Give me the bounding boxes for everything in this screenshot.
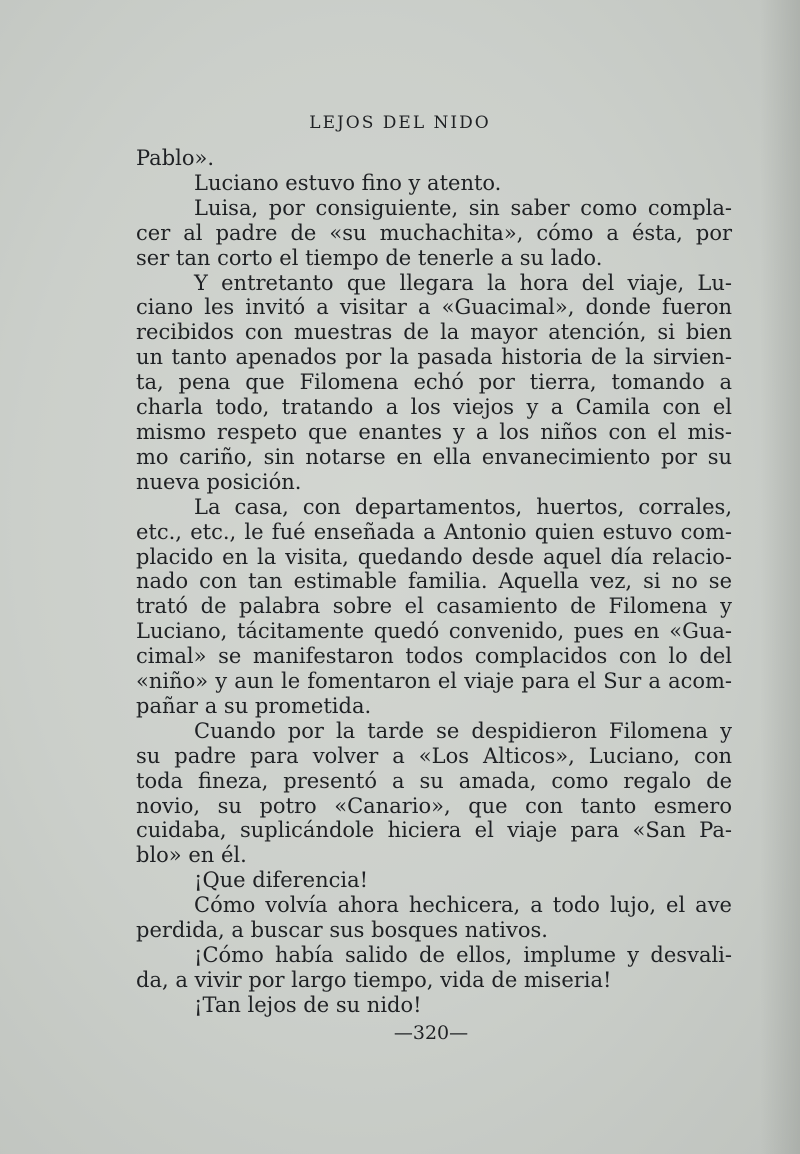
text-line: charla todo, tratando a los viejos y a Camila con el <box>136 395 732 420</box>
body-text <box>136 146 732 1018</box>
text-line: recibidos con muestras de la mayor atención, si bien <box>136 320 732 345</box>
text-line: etc., etc., le fué enseñada a Antonio quien estuvo com- <box>136 519 732 544</box>
text-line: Y entretanto que llegara la hora del viaje, Lu- <box>194 270 732 295</box>
text-line: pañar a su prometida. <box>136 693 372 718</box>
text-line: ¡Cómo había salido de ellos, implume y desvali- <box>194 943 732 967</box>
text-line: Cuando por la tarde se despidieron Filomena y <box>194 718 732 743</box>
running-head: LEJOS DEL NIDO <box>309 113 491 133</box>
text-line: da, a vivir por largo tiempo, vida de miseria! <box>136 967 612 992</box>
text-line: Luisa, por consiguiente, sin saber como compla- <box>194 195 732 220</box>
text-line: nueva posición. <box>136 469 302 494</box>
text-line: La casa, con departamentos, huertos, corrales, <box>194 494 732 519</box>
text-line: placido en la visita, quedando desde aquel día relacio- <box>136 544 732 569</box>
text-line: Cómo volvía ahora hechicera, a todo lujo, el ave <box>194 893 732 918</box>
text-line: su padre para volver a «Los Alticos», Luciano, con <box>136 743 732 768</box>
page-number: —320— <box>393 1022 469 1044</box>
text-line: perdida, a buscar sus bosques nativos. <box>136 918 548 943</box>
text-line: nado con tan estimable familia. Aquella vez, si no se <box>136 569 732 594</box>
text-line: cuidaba, suplicándole hiciera el viaje para «San Pa- <box>136 818 732 843</box>
text-line: cimal» se manifestaron todos complacidos con lo del <box>136 644 732 669</box>
text-line: Luciano, tácitamente quedó convenido, pues en «Gua- <box>136 619 732 644</box>
text-line: ta, pena que Filomena echó por tierra, tomando a <box>136 370 732 395</box>
text-line: Luciano estuvo fino y atento. <box>194 170 502 195</box>
text-line: cer al padre de «su muchachita», cómo a ésta, por <box>136 220 732 245</box>
text-line: novio, su potro «Canario», que con tanto esmero <box>136 793 732 818</box>
text-line: toda fineza, presentó a su amada, como regalo de <box>136 768 732 793</box>
text-line: mo cariño, sin notarse en ella envanecimiento por su <box>136 444 732 469</box>
text-line: blo» en él. <box>136 843 247 868</box>
text-line: Pablo». <box>136 146 215 170</box>
text-line: trató de palabra sobre el casamiento de Filomena y <box>136 594 732 619</box>
text-line: «niño» y aun le fomentaron el viaje para el Sur a acom- <box>136 669 732 694</box>
text-line: ¡Que diferencia! <box>194 868 369 893</box>
text-line: ser tan corto el tiempo de tenerle a su lado. <box>136 245 603 270</box>
page-edge-shadow <box>760 0 800 1154</box>
text-line: ciano les invitó a visitar a «Guacimal», donde fueron <box>136 295 732 320</box>
text-line: un tanto apenados por la pasada historia de la sirvien- <box>136 345 732 370</box>
text-line: ¡Tan lejos de su nido! <box>194 992 422 1017</box>
text-line: mismo respeto que enantes y a los niños con el mis- <box>136 419 732 444</box>
